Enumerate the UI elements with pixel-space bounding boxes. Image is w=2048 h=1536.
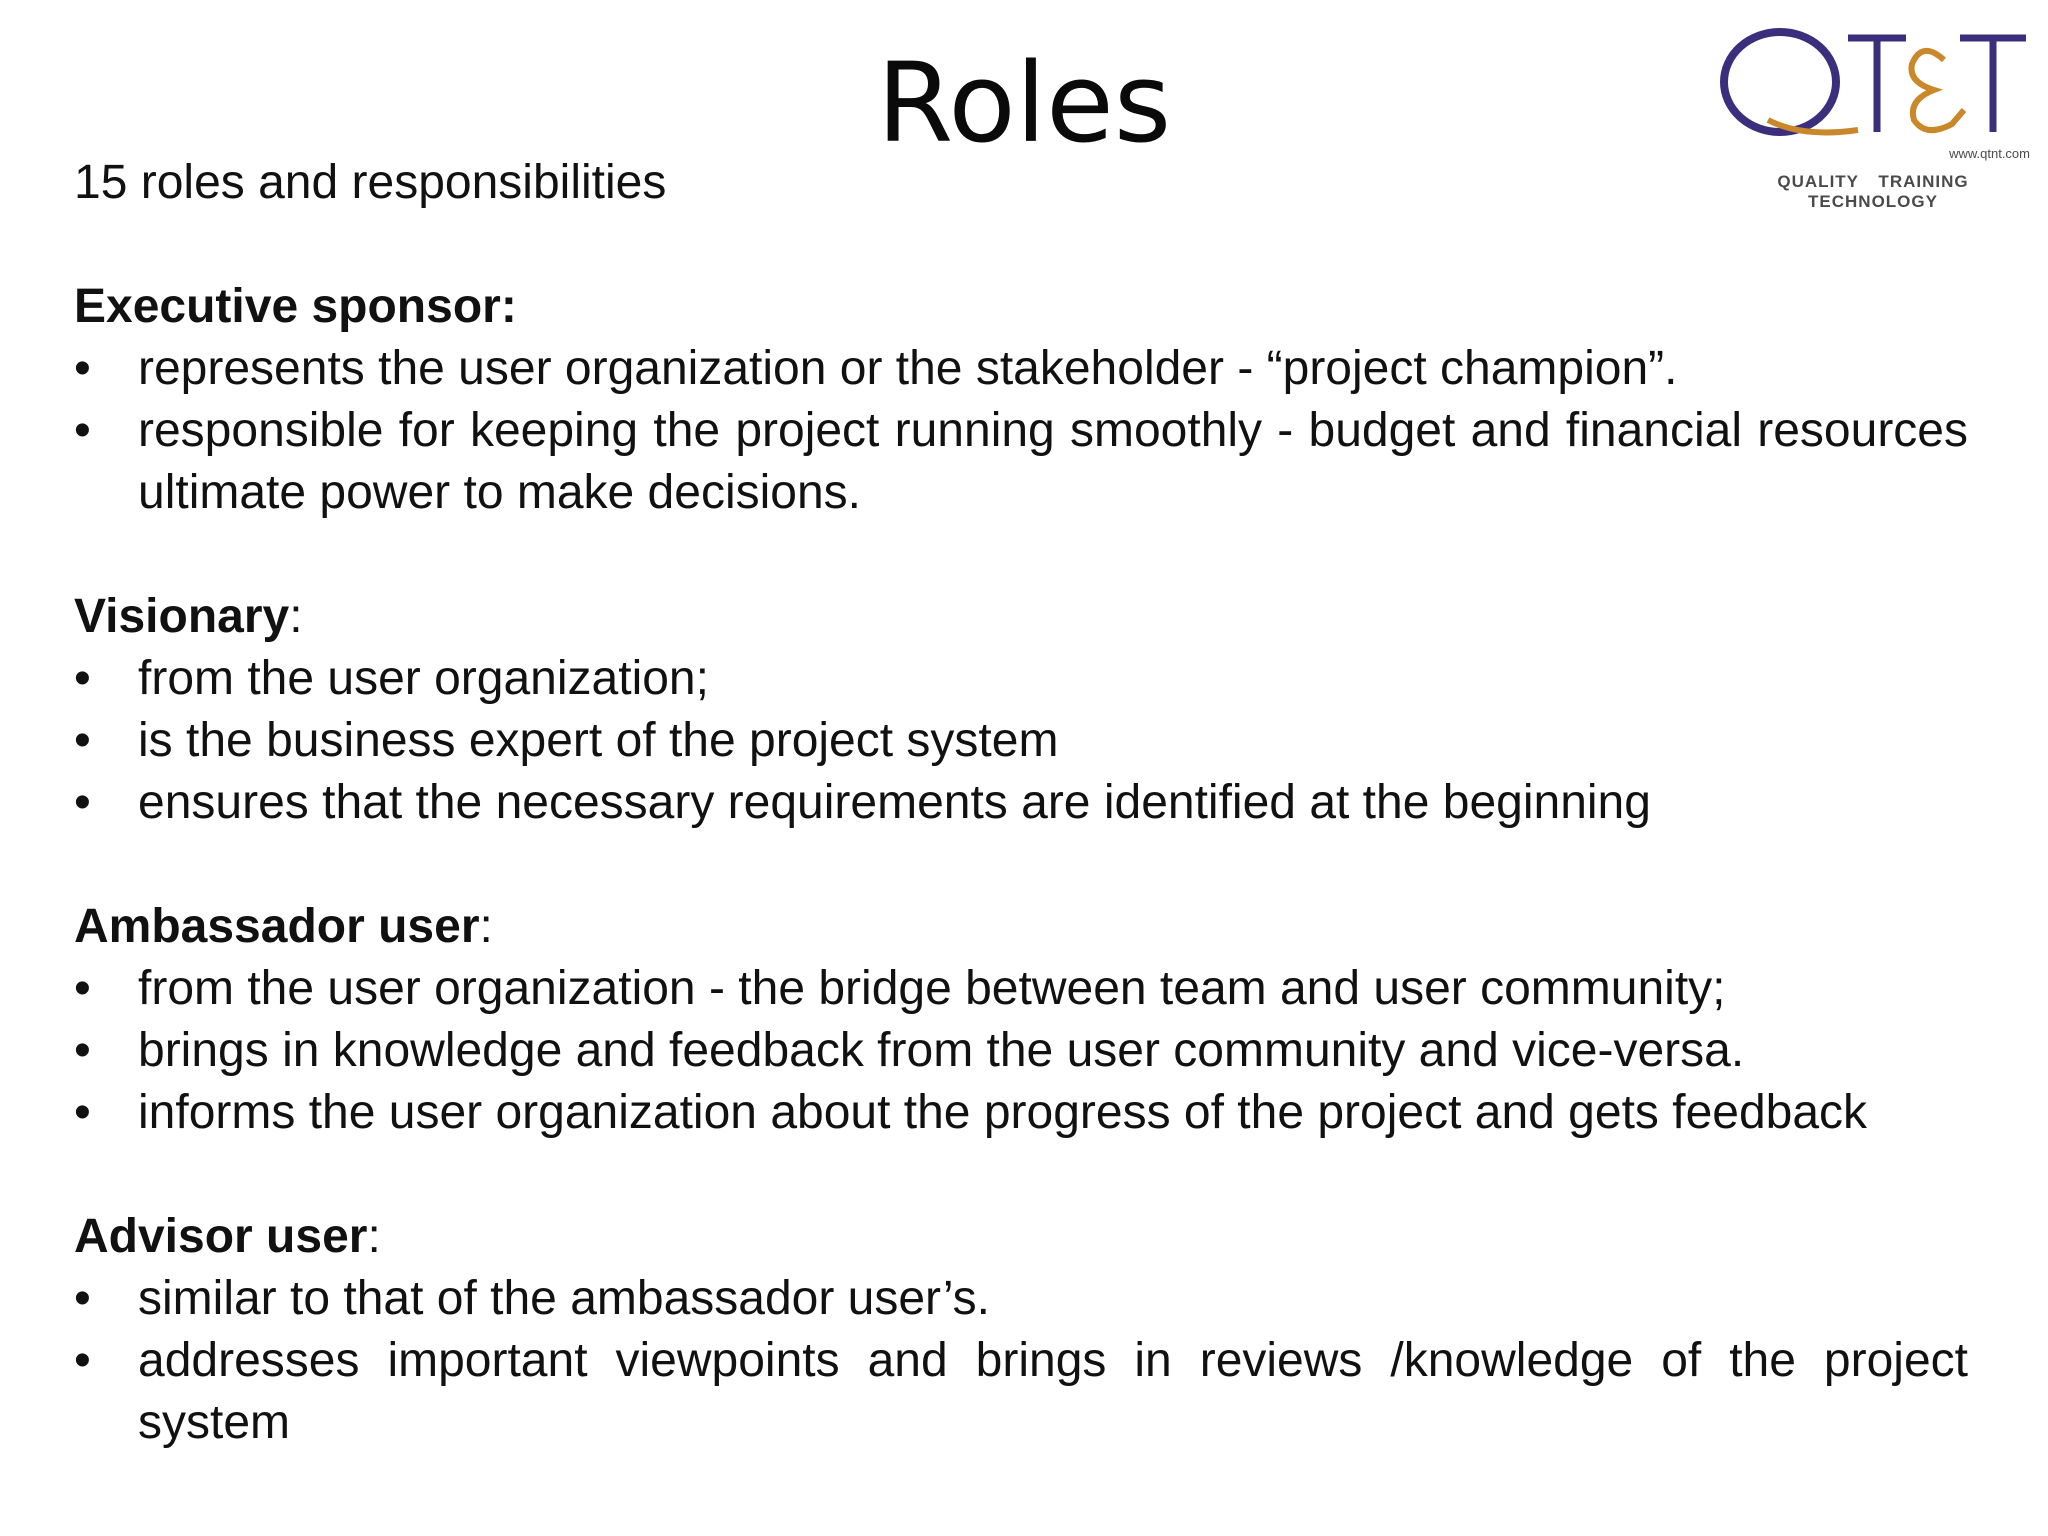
bullet-text: similar to that of the ambassador user’s. [138,1272,990,1325]
logo-tagline: QUALITY TRAINING TECHNOLOGY [1777,172,1969,211]
bullet-icon: • [74,1334,91,1387]
bullet-item [74,1082,1968,1144]
section-heading [74,586,1968,648]
section-heading [74,276,1968,338]
slide-body [74,152,1968,1454]
bullet-icon: • [74,652,91,705]
section-visionary [74,586,1968,834]
bullet-text: from the user organization - the bridge between team and user community; [138,962,1726,1015]
bullet-icon: • [74,1272,91,1325]
bullet-item [74,1330,1968,1454]
role-name: Advisor user [74,1210,368,1263]
bullet-icon: • [74,962,91,1015]
bullet-item [74,772,1968,834]
bullet-icon: • [74,1024,91,1077]
bullet-text: brings in knowledge and feedback from the user community and vice-versa. [138,1024,1745,1077]
bullet-icon: • [74,342,91,395]
logo-url: www.qtnt.com [1949,146,2030,161]
bullet-text: informs the user organization about the progress of the project and gets feedback [138,1086,1868,1139]
section-heading [74,1206,1968,1268]
role-name: Executive sponsor: [74,280,517,333]
bullet-text: from the user organization; [138,652,709,705]
section-executive-sponsor [74,276,1968,524]
bullet-item [74,958,1968,1020]
bullet-item [74,400,1968,524]
bullet-icon: • [74,776,91,829]
bullet-icon: • [74,1086,91,1139]
bullet-icon: • [74,404,91,457]
bullet-text: represents the user organization or the stakeholder - “project champion”. [138,342,1678,395]
bullet-text: ensures that the necessary requirements are identified at the beginning [138,776,1651,829]
bullet-text: addresses important viewpoints and brings in reviews /knowledge of the project system [138,1334,1968,1449]
role-name: Ambassador user [74,900,480,953]
bullet-list [74,338,1968,524]
bullet-item [74,1268,1968,1330]
section-heading [74,896,1968,958]
bullet-list [74,1268,1968,1454]
role-suffix: : [289,590,303,643]
bullet-item [74,648,1968,710]
bullet-list [74,958,1968,1144]
role-suffix: : [367,1210,381,1263]
bullet-text: is the business expert of the project system [138,714,1059,767]
role-suffix: : [479,900,493,953]
section-ambassador-user [74,896,1968,1144]
bullet-text: responsible for keeping the project running smoothly - budget and financial resources ultimate power to make decisions. [138,404,1968,519]
role-name: Visionary [74,590,290,643]
section-advisor-user [74,1206,1968,1454]
slide-title: Roles [876,39,1172,167]
bullet-icon: • [74,714,91,767]
bullet-item [74,710,1968,772]
bullet-item [74,338,1968,400]
slide-subtitle: 15 roles and responsibilities [74,156,667,209]
bullet-item [74,1020,1968,1082]
bullet-list [74,648,1968,834]
